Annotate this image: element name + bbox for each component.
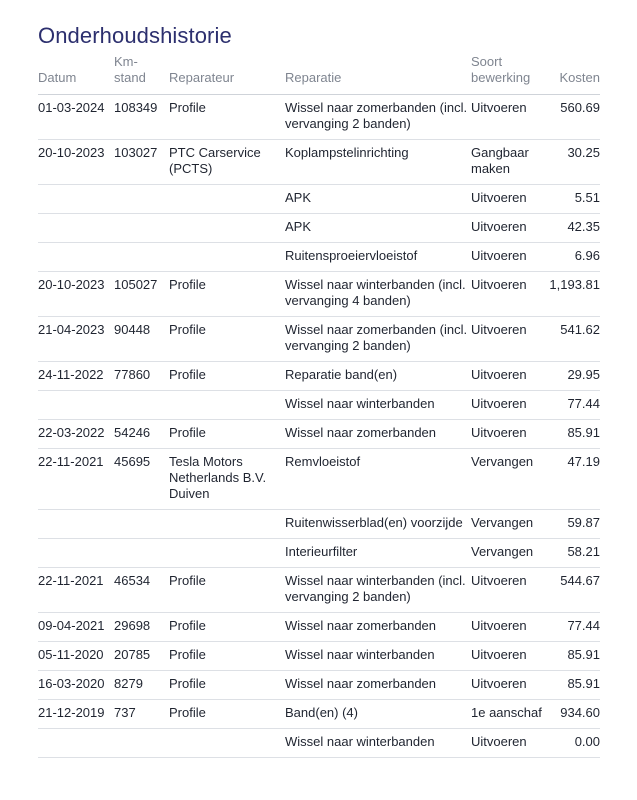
cell-type: Gangbaar maken	[471, 140, 547, 185]
cell-repairer: Tesla Motors Netherlands B.V. Duiven	[169, 449, 285, 510]
cell-repairer: Profile	[169, 671, 285, 700]
cell-repairer: Profile	[169, 568, 285, 613]
cell-type: Vervangen	[471, 449, 547, 510]
cell-repairer: Profile	[169, 317, 285, 362]
table-row	[38, 95, 600, 140]
cell-repairer	[169, 214, 285, 243]
cell-cost: 47.19	[547, 449, 600, 510]
cell-repair: Remvloeistof	[285, 449, 471, 510]
cell-repairer	[169, 539, 285, 568]
column-header-cost: Kosten	[547, 54, 600, 95]
cell-km: 54246	[114, 420, 169, 449]
table-row	[38, 568, 600, 613]
cell-type: Uitvoeren	[471, 362, 547, 391]
column-header-type-line2: bewerking	[471, 70, 531, 85]
cell-type: Uitvoeren	[471, 317, 547, 362]
table-row	[38, 272, 600, 317]
cell-km	[114, 243, 169, 272]
cell-type: Uitvoeren	[471, 420, 547, 449]
table-row	[38, 510, 600, 539]
table-row	[38, 539, 600, 568]
cell-date	[38, 539, 114, 568]
cell-km	[114, 185, 169, 214]
cell-km: 46534	[114, 568, 169, 613]
cell-repair: Wissel naar winterbanden	[285, 729, 471, 758]
cell-repair: Wissel naar zomerbanden	[285, 671, 471, 700]
cell-repair: Ruitensproeiervloeistof	[285, 243, 471, 272]
column-header-repair: Reparatie	[285, 54, 471, 95]
cell-km	[114, 729, 169, 758]
cell-km	[114, 214, 169, 243]
cell-type: Uitvoeren	[471, 95, 547, 140]
cell-cost: 85.91	[547, 671, 600, 700]
cell-type: Uitvoeren	[471, 214, 547, 243]
cell-km: 77860	[114, 362, 169, 391]
cell-km: 105027	[114, 272, 169, 317]
cell-repairer: Profile	[169, 95, 285, 140]
cell-type: Vervangen	[471, 539, 547, 568]
cell-cost: 77.44	[547, 613, 600, 642]
cell-type: Uitvoeren	[471, 243, 547, 272]
cell-repair: Koplampstelinrichting	[285, 140, 471, 185]
cell-cost: 59.87	[547, 510, 600, 539]
cell-cost: 29.95	[547, 362, 600, 391]
cell-cost: 58.21	[547, 539, 600, 568]
cell-date: 20-10-2023	[38, 140, 114, 185]
cell-cost: 5.51	[547, 185, 600, 214]
cell-repairer: Profile	[169, 362, 285, 391]
column-header-type	[471, 54, 547, 95]
cell-type: Uitvoeren	[471, 391, 547, 420]
cell-cost: 42.35	[547, 214, 600, 243]
cell-repair: APK	[285, 214, 471, 243]
table-body	[38, 95, 600, 758]
cell-km: 737	[114, 700, 169, 729]
cell-repair: Wissel naar zomerbanden	[285, 613, 471, 642]
cell-date: 22-11-2021	[38, 568, 114, 613]
cell-repairer	[169, 391, 285, 420]
cell-repair: Wissel naar winterbanden (incl. vervanging 2 banden)	[285, 568, 471, 613]
cell-date	[38, 510, 114, 539]
cell-cost: 85.91	[547, 420, 600, 449]
cell-km	[114, 539, 169, 568]
cell-repairer	[169, 729, 285, 758]
cell-km: 90448	[114, 317, 169, 362]
table-row	[38, 420, 600, 449]
cell-repair: Ruitenwisserblad(en) voorzijde	[285, 510, 471, 539]
cell-repair: Reparatie band(en)	[285, 362, 471, 391]
cell-km	[114, 391, 169, 420]
column-header-type-line1: Soort	[471, 54, 503, 69]
cell-repair: Wissel naar winterbanden	[285, 391, 471, 420]
cell-repairer	[169, 243, 285, 272]
cell-km: 103027	[114, 140, 169, 185]
table-row	[38, 729, 600, 758]
table-row	[38, 140, 600, 185]
page-title: Onderhoudshistorie	[38, 22, 232, 48]
cell-repair: Interieurfilter	[285, 539, 471, 568]
cell-repairer	[169, 510, 285, 539]
cell-cost: 560.69	[547, 95, 600, 140]
table-row	[38, 449, 600, 510]
cell-date: 24-11-2022	[38, 362, 114, 391]
cell-date	[38, 214, 114, 243]
maintenance-history-table	[38, 54, 600, 758]
table-row	[38, 243, 600, 272]
cell-type: Uitvoeren	[471, 568, 547, 613]
table-row	[38, 613, 600, 642]
table-row	[38, 642, 600, 671]
cell-date: 21-04-2023	[38, 317, 114, 362]
cell-cost: 30.25	[547, 140, 600, 185]
cell-date: 01-03-2024	[38, 95, 114, 140]
cell-date	[38, 185, 114, 214]
cell-km: 45695	[114, 449, 169, 510]
column-header-date: Datum	[38, 54, 114, 95]
cell-cost: 85.91	[547, 642, 600, 671]
cell-date	[38, 243, 114, 272]
cell-cost: 6.96	[547, 243, 600, 272]
cell-type: Uitvoeren	[471, 272, 547, 317]
cell-cost: 0.00	[547, 729, 600, 758]
cell-cost: 544.67	[547, 568, 600, 613]
cell-repair: Wissel naar zomerbanden (incl. vervanging 2 banden)	[285, 317, 471, 362]
cell-date	[38, 391, 114, 420]
cell-date: 05-11-2020	[38, 642, 114, 671]
cell-type: Uitvoeren	[471, 671, 547, 700]
table-row	[38, 391, 600, 420]
cell-date: 09-04-2021	[38, 613, 114, 642]
table-row	[38, 214, 600, 243]
table-row	[38, 185, 600, 214]
cell-cost: 77.44	[547, 391, 600, 420]
cell-type: Vervangen	[471, 510, 547, 539]
cell-date: 22-03-2022	[38, 420, 114, 449]
cell-type: Uitvoeren	[471, 642, 547, 671]
cell-repairer: Profile	[169, 642, 285, 671]
cell-repair: Wissel naar zomerbanden	[285, 420, 471, 449]
cell-repair: Wissel naar winterbanden	[285, 642, 471, 671]
cell-type: 1e aanschaf	[471, 700, 547, 729]
cell-repairer	[169, 185, 285, 214]
cell-repairer: Profile	[169, 613, 285, 642]
cell-repair: Band(en) (4)	[285, 700, 471, 729]
cell-repair: Wissel naar zomerbanden (incl. vervanging 2 banden)	[285, 95, 471, 140]
cell-km: 29698	[114, 613, 169, 642]
cell-type: Uitvoeren	[471, 185, 547, 214]
cell-km: 8279	[114, 671, 169, 700]
cell-date	[38, 729, 114, 758]
cell-cost: 1,193.81	[547, 272, 600, 317]
table-row	[38, 362, 600, 391]
table-header-row	[38, 54, 600, 95]
cell-date: 21-12-2019	[38, 700, 114, 729]
cell-km: 20785	[114, 642, 169, 671]
cell-repair: APK	[285, 185, 471, 214]
column-header-km-line1: Km-	[114, 54, 138, 69]
cell-repairer: Profile	[169, 700, 285, 729]
cell-date: 16-03-2020	[38, 671, 114, 700]
column-header-repairer: Reparateur	[169, 54, 285, 95]
cell-date: 22-11-2021	[38, 449, 114, 510]
column-header-km	[114, 54, 169, 95]
cell-type: Uitvoeren	[471, 729, 547, 758]
cell-cost: 934.60	[547, 700, 600, 729]
cell-cost: 541.62	[547, 317, 600, 362]
cell-km	[114, 510, 169, 539]
cell-repairer: Profile	[169, 272, 285, 317]
table-row	[38, 700, 600, 729]
column-header-km-line2: stand	[114, 70, 146, 85]
table-row	[38, 317, 600, 362]
cell-repairer: Profile	[169, 420, 285, 449]
cell-repair: Wissel naar winterbanden (incl. vervanging 4 banden)	[285, 272, 471, 317]
table-row	[38, 671, 600, 700]
cell-date: 20-10-2023	[38, 272, 114, 317]
cell-type: Uitvoeren	[471, 613, 547, 642]
cell-repairer: PTC Carservice (PCTS)	[169, 140, 285, 185]
cell-km: 108349	[114, 95, 169, 140]
